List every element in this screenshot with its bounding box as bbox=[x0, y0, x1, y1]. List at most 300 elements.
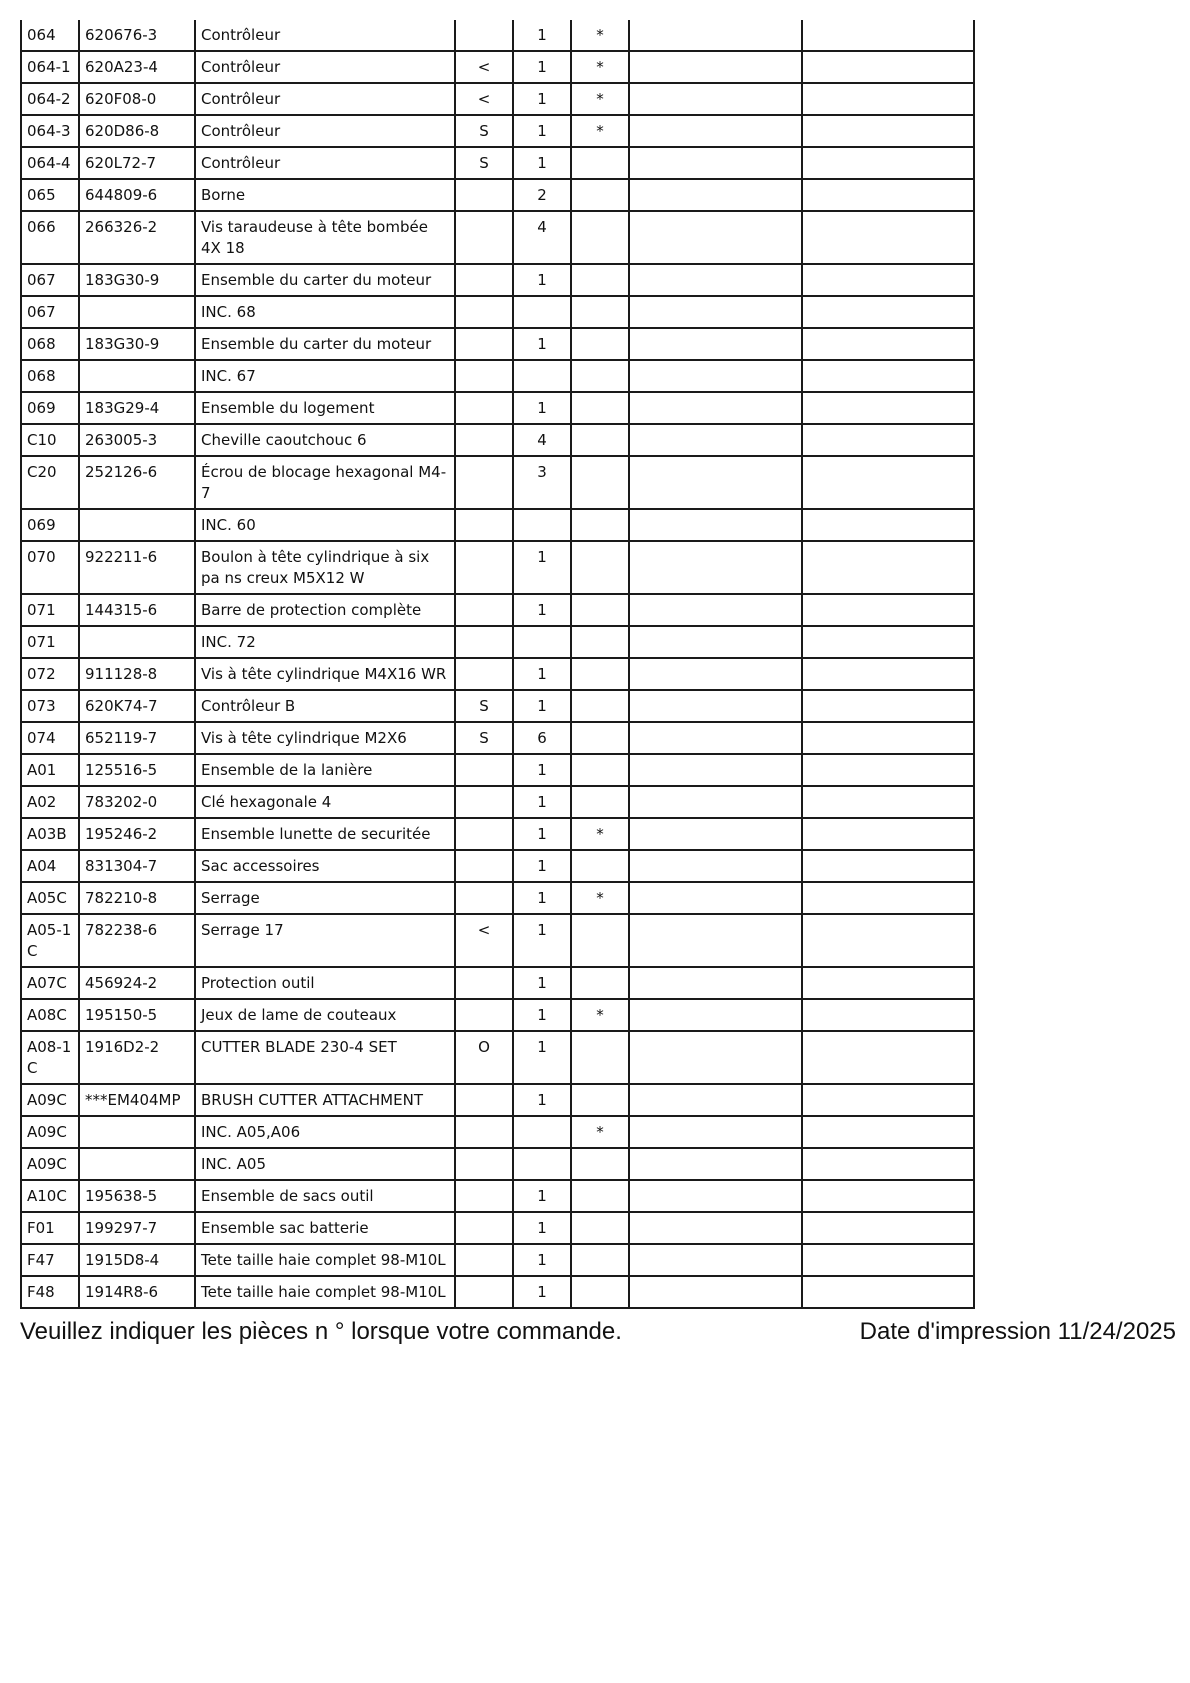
part-number-cell: 620676-3 bbox=[79, 20, 195, 51]
ref-cell: 069 bbox=[21, 392, 79, 424]
extra-cell-2 bbox=[802, 850, 974, 882]
quantity-cell: 1 bbox=[513, 690, 571, 722]
extra-cell-2 bbox=[802, 51, 974, 83]
extra-cell-2 bbox=[802, 83, 974, 115]
table-row bbox=[21, 328, 974, 360]
ref-cell: A01 bbox=[21, 754, 79, 786]
ref-cell: 074 bbox=[21, 722, 79, 754]
mark-cell bbox=[571, 296, 629, 328]
quantity-cell: 6 bbox=[513, 722, 571, 754]
table-row bbox=[21, 786, 974, 818]
description-cell: Cheville caoutchouc 6 bbox=[195, 424, 455, 456]
mark-cell bbox=[571, 1244, 629, 1276]
extra-cell-1 bbox=[629, 541, 802, 594]
description-cell: Vis à tête cylindrique M4X16 WR bbox=[195, 658, 455, 690]
extra-cell-1 bbox=[629, 115, 802, 147]
extra-cell-2 bbox=[802, 20, 974, 51]
extra-cell-2 bbox=[802, 509, 974, 541]
extra-cell-2 bbox=[802, 722, 974, 754]
description-cell: Contrôleur B bbox=[195, 690, 455, 722]
part-number-cell bbox=[79, 296, 195, 328]
part-number-cell: 620D86-8 bbox=[79, 115, 195, 147]
description-cell: CUTTER BLADE 230-4 SET bbox=[195, 1031, 455, 1084]
extra-cell-1 bbox=[629, 754, 802, 786]
extra-cell-2 bbox=[802, 147, 974, 179]
extra-cell-1 bbox=[629, 83, 802, 115]
part-number-cell: 620L72-7 bbox=[79, 147, 195, 179]
extra-cell-1 bbox=[629, 1212, 802, 1244]
ref-cell: A10C bbox=[21, 1180, 79, 1212]
description-cell: INC. 72 bbox=[195, 626, 455, 658]
extra-cell-2 bbox=[802, 1084, 974, 1116]
note-cell bbox=[455, 967, 513, 999]
quantity-cell bbox=[513, 626, 571, 658]
table-row bbox=[21, 424, 974, 456]
ref-cell: 071 bbox=[21, 594, 79, 626]
note-cell bbox=[455, 541, 513, 594]
part-number-cell: 1914R8-6 bbox=[79, 1276, 195, 1308]
quantity-cell: 1 bbox=[513, 658, 571, 690]
extra-cell-2 bbox=[802, 658, 974, 690]
description-cell: Jeux de lame de couteaux bbox=[195, 999, 455, 1031]
ref-cell: F48 bbox=[21, 1276, 79, 1308]
part-number-cell: ***EM404MP bbox=[79, 1084, 195, 1116]
quantity-cell: 1 bbox=[513, 83, 571, 115]
ref-cell: 069 bbox=[21, 509, 79, 541]
ref-cell: 068 bbox=[21, 360, 79, 392]
table-row bbox=[21, 1180, 974, 1212]
quantity-cell bbox=[513, 1148, 571, 1180]
description-cell: Ensemble sac batterie bbox=[195, 1212, 455, 1244]
extra-cell-1 bbox=[629, 1084, 802, 1116]
extra-cell-2 bbox=[802, 179, 974, 211]
part-number-cell: 652119-7 bbox=[79, 722, 195, 754]
mark-cell bbox=[571, 850, 629, 882]
description-cell: Protection outil bbox=[195, 967, 455, 999]
note-cell bbox=[455, 20, 513, 51]
quantity-cell bbox=[513, 360, 571, 392]
note-cell bbox=[455, 1116, 513, 1148]
note-cell bbox=[455, 999, 513, 1031]
description-cell: INC. 60 bbox=[195, 509, 455, 541]
extra-cell-1 bbox=[629, 20, 802, 51]
table-row bbox=[21, 1148, 974, 1180]
mark-cell bbox=[571, 626, 629, 658]
table-row bbox=[21, 999, 974, 1031]
note-cell bbox=[455, 456, 513, 509]
part-number-cell: 620K74-7 bbox=[79, 690, 195, 722]
extra-cell-1 bbox=[629, 179, 802, 211]
mark-cell bbox=[571, 264, 629, 296]
ref-cell: 064-4 bbox=[21, 147, 79, 179]
ref-cell: 064-3 bbox=[21, 115, 79, 147]
ref-cell: 072 bbox=[21, 658, 79, 690]
table-row bbox=[21, 818, 974, 850]
note-cell bbox=[455, 1180, 513, 1212]
note-cell: S bbox=[455, 690, 513, 722]
description-cell: Ensemble du logement bbox=[195, 392, 455, 424]
part-number-cell bbox=[79, 626, 195, 658]
mark-cell bbox=[571, 179, 629, 211]
mark-cell bbox=[571, 1276, 629, 1308]
quantity-cell: 1 bbox=[513, 786, 571, 818]
description-cell: Vis taraudeuse à tête bombée 4X 18 bbox=[195, 211, 455, 264]
extra-cell-1 bbox=[629, 147, 802, 179]
extra-cell-1 bbox=[629, 296, 802, 328]
quantity-cell: 2 bbox=[513, 179, 571, 211]
table-row bbox=[21, 211, 974, 264]
table-row bbox=[21, 83, 974, 115]
extra-cell-1 bbox=[629, 914, 802, 967]
mark-cell bbox=[571, 1180, 629, 1212]
ref-cell: 064-2 bbox=[21, 83, 79, 115]
table-row bbox=[21, 882, 974, 914]
note-cell: < bbox=[455, 914, 513, 967]
extra-cell-2 bbox=[802, 1031, 974, 1084]
table-row bbox=[21, 658, 974, 690]
note-cell bbox=[455, 882, 513, 914]
extra-cell-1 bbox=[629, 456, 802, 509]
extra-cell-2 bbox=[802, 1212, 974, 1244]
extra-cell-1 bbox=[629, 818, 802, 850]
extra-cell-2 bbox=[802, 786, 974, 818]
table-row bbox=[21, 392, 974, 424]
table-row bbox=[21, 967, 974, 999]
mark-cell bbox=[571, 509, 629, 541]
table-row bbox=[21, 456, 974, 509]
ref-cell: A02 bbox=[21, 786, 79, 818]
table-row bbox=[21, 1244, 974, 1276]
note-cell bbox=[455, 1212, 513, 1244]
description-cell: Borne bbox=[195, 179, 455, 211]
mark-cell: * bbox=[571, 1116, 629, 1148]
quantity-cell: 1 bbox=[513, 1244, 571, 1276]
extra-cell-2 bbox=[802, 541, 974, 594]
part-number-cell: 1916D2-2 bbox=[79, 1031, 195, 1084]
quantity-cell: 1 bbox=[513, 999, 571, 1031]
description-cell: Ensemble du carter du moteur bbox=[195, 264, 455, 296]
ref-cell: 064 bbox=[21, 20, 79, 51]
quantity-cell: 1 bbox=[513, 1180, 571, 1212]
extra-cell-1 bbox=[629, 211, 802, 264]
note-cell: S bbox=[455, 147, 513, 179]
mark-cell bbox=[571, 328, 629, 360]
part-number-cell: 263005-3 bbox=[79, 424, 195, 456]
parts-table-body bbox=[21, 20, 974, 1308]
table-row bbox=[21, 914, 974, 967]
mark-cell bbox=[571, 967, 629, 999]
description-cell: INC. 67 bbox=[195, 360, 455, 392]
extra-cell-1 bbox=[629, 360, 802, 392]
extra-cell-1 bbox=[629, 51, 802, 83]
print-date: Date d'impression 11/24/2025 bbox=[859, 1318, 1176, 1345]
extra-cell-2 bbox=[802, 264, 974, 296]
quantity-cell: 1 bbox=[513, 1212, 571, 1244]
quantity-cell: 1 bbox=[513, 264, 571, 296]
part-number-cell bbox=[79, 1148, 195, 1180]
part-number-cell: 266326-2 bbox=[79, 211, 195, 264]
extra-cell-2 bbox=[802, 115, 974, 147]
mark-cell bbox=[571, 1212, 629, 1244]
mark-cell bbox=[571, 211, 629, 264]
part-number-cell: 456924-2 bbox=[79, 967, 195, 999]
table-row bbox=[21, 690, 974, 722]
note-cell bbox=[455, 786, 513, 818]
extra-cell-2 bbox=[802, 456, 974, 509]
part-number-cell bbox=[79, 509, 195, 541]
ref-cell: A09C bbox=[21, 1084, 79, 1116]
note-cell bbox=[455, 360, 513, 392]
extra-cell-1 bbox=[629, 594, 802, 626]
extra-cell-2 bbox=[802, 882, 974, 914]
mark-cell bbox=[571, 541, 629, 594]
note-cell bbox=[455, 754, 513, 786]
description-cell: Ensemble du carter du moteur bbox=[195, 328, 455, 360]
part-number-cell: 195246-2 bbox=[79, 818, 195, 850]
ref-cell: F47 bbox=[21, 1244, 79, 1276]
part-number-cell bbox=[79, 360, 195, 392]
ref-cell: A05C bbox=[21, 882, 79, 914]
mark-cell bbox=[571, 147, 629, 179]
description-cell: Ensemble de sacs outil bbox=[195, 1180, 455, 1212]
part-number-cell: 620A23-4 bbox=[79, 51, 195, 83]
extra-cell-1 bbox=[629, 264, 802, 296]
part-number-cell: 782238-6 bbox=[79, 914, 195, 967]
part-number-cell: 252126-6 bbox=[79, 456, 195, 509]
description-cell: Boulon à tête cylindrique à six pa ns creux M5X12 W bbox=[195, 541, 455, 594]
extra-cell-1 bbox=[629, 658, 802, 690]
table-row bbox=[21, 1084, 974, 1116]
mark-cell bbox=[571, 754, 629, 786]
mark-cell: * bbox=[571, 20, 629, 51]
extra-cell-2 bbox=[802, 328, 974, 360]
mark-cell: * bbox=[571, 51, 629, 83]
extra-cell-1 bbox=[629, 626, 802, 658]
mark-cell bbox=[571, 360, 629, 392]
description-cell: Tete taille haie complet 98-M10L bbox=[195, 1244, 455, 1276]
quantity-cell: 1 bbox=[513, 1276, 571, 1308]
ref-cell: 066 bbox=[21, 211, 79, 264]
quantity-cell: 1 bbox=[513, 882, 571, 914]
extra-cell-1 bbox=[629, 1148, 802, 1180]
table-row bbox=[21, 594, 974, 626]
description-cell: Serrage 17 bbox=[195, 914, 455, 967]
table-row bbox=[21, 360, 974, 392]
ref-cell: A08-1 C bbox=[21, 1031, 79, 1084]
extra-cell-2 bbox=[802, 211, 974, 264]
quantity-cell: 1 bbox=[513, 967, 571, 999]
note-cell: O bbox=[455, 1031, 513, 1084]
mark-cell bbox=[571, 392, 629, 424]
part-number-cell: 195150-5 bbox=[79, 999, 195, 1031]
ref-cell: A08C bbox=[21, 999, 79, 1031]
part-number-cell: 831304-7 bbox=[79, 850, 195, 882]
description-cell: Ensemble lunette de securitée bbox=[195, 818, 455, 850]
extra-cell-1 bbox=[629, 1244, 802, 1276]
note-cell bbox=[455, 1148, 513, 1180]
quantity-cell bbox=[513, 1116, 571, 1148]
note-cell bbox=[455, 1276, 513, 1308]
mark-cell bbox=[571, 1031, 629, 1084]
table-row bbox=[21, 179, 974, 211]
description-cell: Contrôleur bbox=[195, 147, 455, 179]
description-cell: BRUSH CUTTER ATTACHMENT bbox=[195, 1084, 455, 1116]
quantity-cell: 1 bbox=[513, 818, 571, 850]
note-cell bbox=[455, 211, 513, 264]
part-number-cell: 922211-6 bbox=[79, 541, 195, 594]
extra-cell-2 bbox=[802, 754, 974, 786]
extra-cell-2 bbox=[802, 690, 974, 722]
note-cell bbox=[455, 424, 513, 456]
table-row bbox=[21, 1031, 974, 1084]
extra-cell-1 bbox=[629, 1116, 802, 1148]
part-number-cell: 911128-8 bbox=[79, 658, 195, 690]
part-number-cell: 620F08-0 bbox=[79, 83, 195, 115]
extra-cell-1 bbox=[629, 392, 802, 424]
quantity-cell bbox=[513, 509, 571, 541]
extra-cell-1 bbox=[629, 882, 802, 914]
table-row bbox=[21, 626, 974, 658]
quantity-cell: 1 bbox=[513, 594, 571, 626]
extra-cell-1 bbox=[629, 690, 802, 722]
quantity-cell: 4 bbox=[513, 211, 571, 264]
note-cell bbox=[455, 392, 513, 424]
extra-cell-1 bbox=[629, 1180, 802, 1212]
description-cell: Ensemble de la lanière bbox=[195, 754, 455, 786]
extra-cell-1 bbox=[629, 850, 802, 882]
extra-cell-2 bbox=[802, 999, 974, 1031]
extra-cell-1 bbox=[629, 999, 802, 1031]
parts-table bbox=[20, 20, 975, 1309]
extra-cell-2 bbox=[802, 1244, 974, 1276]
note-cell bbox=[455, 818, 513, 850]
mark-cell: * bbox=[571, 882, 629, 914]
table-row bbox=[21, 296, 974, 328]
extra-cell-1 bbox=[629, 967, 802, 999]
description-cell: Serrage bbox=[195, 882, 455, 914]
table-row bbox=[21, 850, 974, 882]
note-cell bbox=[455, 594, 513, 626]
extra-cell-2 bbox=[802, 1116, 974, 1148]
table-row bbox=[21, 1212, 974, 1244]
mark-cell: * bbox=[571, 818, 629, 850]
extra-cell-2 bbox=[802, 626, 974, 658]
extra-cell-2 bbox=[802, 1180, 974, 1212]
part-number-cell: 644809-6 bbox=[79, 179, 195, 211]
part-number-cell: 144315-6 bbox=[79, 594, 195, 626]
table-row bbox=[21, 1276, 974, 1308]
description-cell: Tete taille haie complet 98-M10L bbox=[195, 1276, 455, 1308]
note-cell bbox=[455, 264, 513, 296]
part-number-cell: 782210-8 bbox=[79, 882, 195, 914]
quantity-cell: 1 bbox=[513, 1031, 571, 1084]
table-row bbox=[21, 541, 974, 594]
ref-cell: A03B bbox=[21, 818, 79, 850]
quantity-cell: 1 bbox=[513, 147, 571, 179]
order-note: Veuillez indiquer les pièces n ° lorsque votre commande. bbox=[20, 1318, 622, 1345]
extra-cell-2 bbox=[802, 818, 974, 850]
quantity-cell: 1 bbox=[513, 20, 571, 51]
mark-cell bbox=[571, 786, 629, 818]
ref-cell: 065 bbox=[21, 179, 79, 211]
mark-cell: * bbox=[571, 83, 629, 115]
mark-cell: * bbox=[571, 115, 629, 147]
extra-cell-1 bbox=[629, 424, 802, 456]
description-cell: INC. A05 bbox=[195, 1148, 455, 1180]
extra-cell-1 bbox=[629, 1276, 802, 1308]
quantity-cell: 1 bbox=[513, 1084, 571, 1116]
extra-cell-2 bbox=[802, 424, 974, 456]
ref-cell: 064-1 bbox=[21, 51, 79, 83]
quantity-cell: 1 bbox=[513, 850, 571, 882]
note-cell bbox=[455, 850, 513, 882]
mark-cell bbox=[571, 658, 629, 690]
mark-cell bbox=[571, 456, 629, 509]
ref-cell: A09C bbox=[21, 1116, 79, 1148]
extra-cell-2 bbox=[802, 594, 974, 626]
part-number-cell: 183G30-9 bbox=[79, 328, 195, 360]
note-cell bbox=[455, 658, 513, 690]
description-cell: Contrôleur bbox=[195, 83, 455, 115]
note-cell: S bbox=[455, 115, 513, 147]
description-cell: Barre de protection complète bbox=[195, 594, 455, 626]
note-cell bbox=[455, 1084, 513, 1116]
extra-cell-2 bbox=[802, 1148, 974, 1180]
extra-cell-1 bbox=[629, 1031, 802, 1084]
quantity-cell bbox=[513, 296, 571, 328]
description-cell: Vis à tête cylindrique M2X6 bbox=[195, 722, 455, 754]
mark-cell bbox=[571, 424, 629, 456]
description-cell: Contrôleur bbox=[195, 20, 455, 51]
part-number-cell: 183G30-9 bbox=[79, 264, 195, 296]
table-row bbox=[21, 147, 974, 179]
quantity-cell: 1 bbox=[513, 754, 571, 786]
ref-cell: F01 bbox=[21, 1212, 79, 1244]
description-cell: INC. A05,A06 bbox=[195, 1116, 455, 1148]
description-cell: Contrôleur bbox=[195, 115, 455, 147]
note-cell bbox=[455, 509, 513, 541]
quantity-cell: 4 bbox=[513, 424, 571, 456]
extra-cell-1 bbox=[629, 786, 802, 818]
ref-cell: 071 bbox=[21, 626, 79, 658]
ref-cell: C10 bbox=[21, 424, 79, 456]
table-row bbox=[21, 754, 974, 786]
ref-cell: 067 bbox=[21, 296, 79, 328]
ref-cell: A07C bbox=[21, 967, 79, 999]
mark-cell bbox=[571, 1148, 629, 1180]
quantity-cell: 1 bbox=[513, 541, 571, 594]
part-number-cell: 1915D8-4 bbox=[79, 1244, 195, 1276]
extra-cell-1 bbox=[629, 722, 802, 754]
mark-cell bbox=[571, 594, 629, 626]
table-row bbox=[21, 115, 974, 147]
extra-cell-2 bbox=[802, 392, 974, 424]
table-row bbox=[21, 20, 974, 51]
mark-cell bbox=[571, 690, 629, 722]
note-cell: S bbox=[455, 722, 513, 754]
part-number-cell: 125516-5 bbox=[79, 754, 195, 786]
table-row bbox=[21, 509, 974, 541]
ref-cell: A09C bbox=[21, 1148, 79, 1180]
description-cell: Sac accessoires bbox=[195, 850, 455, 882]
part-number-cell: 783202-0 bbox=[79, 786, 195, 818]
mark-cell bbox=[571, 1084, 629, 1116]
note-cell bbox=[455, 296, 513, 328]
extra-cell-2 bbox=[802, 914, 974, 967]
ref-cell: 073 bbox=[21, 690, 79, 722]
quantity-cell: 1 bbox=[513, 914, 571, 967]
description-cell: INC. 68 bbox=[195, 296, 455, 328]
